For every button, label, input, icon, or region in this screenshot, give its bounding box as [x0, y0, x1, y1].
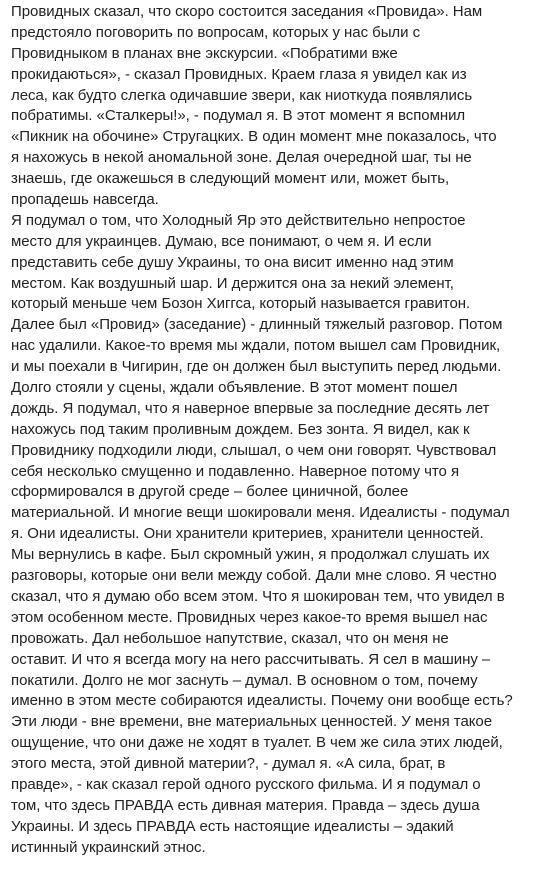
text-line: том, что здесь ПРАВДА есть дивная материя. Правда – здесь душа — [11, 796, 480, 814]
text-line: место для украинцев. Думаю, все понимают, о чем я. И если — [11, 232, 432, 250]
text-line: я. Они идеалисты. Они хранители критериев, хранители ценностей. — [11, 525, 484, 543]
text-line: Украины. И здесь ПРАВДА есть настоящие идеалисты – эдакий — [11, 817, 454, 835]
text-line: ощущение, что они даже не ходят в туалет. В чем же сила этих людей, — [11, 734, 503, 752]
text-line: этого места, этой дивной материи?, - думал я. «А сила, брат, в — [11, 755, 446, 773]
text-line: и мы поехали в Чигирин, где он должен был выступить перед людьми. — [11, 358, 502, 376]
text-line: знаешь, где окажешься в следующий момент или, может быть, — [11, 170, 450, 188]
text-line: я нахожусь в некой аномальной зоне. Делая очередной шаг, ты не — [11, 149, 472, 167]
text-line: правде», - как сказал герой одного русского фильма. И я подумал о — [11, 775, 481, 793]
text-line: оставит. И что я всегда могу на него рассчитывать. Я сел в машину – — [11, 650, 491, 668]
text-line: провожать. Дал небольшое напутствие, сказал, что он меня не — [11, 629, 449, 647]
text-line: «Пикник на обочине» Стругацких. В один момент мне показалось, что — [11, 128, 497, 146]
text-line: Провиднику подходили люди, слышал, о чем они говорят. Чувствовал — [11, 441, 497, 459]
text-line: прокидаються», - сказал Провидных. Краем глаза я увидел как из — [11, 65, 467, 83]
text-line: покатили. Долго не мог заснуть – думал. В основном о том, почему — [11, 671, 478, 689]
text-line: этом особенном месте. Провидных через какое-то время вышел нас — [11, 608, 488, 626]
text-line: материальной. И многие вещи шокировали меня. Идеалисты - подумал — [11, 504, 510, 522]
document-body — [11, 2, 531, 859]
text-line: который меньше чем Бозон Хиггса, который называется гравитон. — [11, 295, 471, 313]
text-line: Эти люди - вне времени, вне материальных ценностей. У меня такое — [11, 713, 493, 731]
text-line: именно в этом месте собираются идеалисты. Почему они вообще есть? — [11, 692, 513, 710]
text-line: Долго стояли у сцены, ждали объявление. В этот момент пошел — [11, 379, 458, 397]
text-line: предстояло поговорить по вопросам, которых у нас были с — [11, 23, 421, 41]
text-line: побратимы. «Сталкеры!», - подумал я. В этот момент я вспомнил — [11, 107, 466, 125]
text-line: разговоры, которые они вели между собой. Дали мне слово. Я честно — [11, 567, 497, 585]
text-line: Провидныком в планах вне экскурсии. «Побратими вже — [11, 44, 398, 62]
text-line: леса, как будто слегка одичавшие звери, как ниоткуда появлялись — [11, 86, 473, 104]
text-line: представить себе душу Украины, то она висит именно над этим — [11, 253, 454, 271]
text-line: истинный украинский этнос. — [11, 838, 206, 856]
text-line: нас удалили. Какое-то время мы ждали, потом вышел сам Провидник, — [11, 337, 501, 355]
text-line: сказал, что я думаю обо всем этом. Что я шокирован тем, что увидел в — [11, 587, 505, 605]
text-line: сформировался в другой среде – более циничной, более — [11, 483, 409, 501]
text-line: Далее был «Провид» (заседание) - длинный тяжелый разговор. Потом — [11, 316, 503, 334]
text-line: Я подумал о том, что Холодный Яр это действительно непростое — [11, 211, 466, 229]
text-line: местом. Как воздушный шар. И держится она за некий элемент, — [11, 274, 454, 292]
text-line: нахожусь под таким проливным дождем. Без зонта. Я видел, как к — [11, 420, 470, 438]
text-line: Мы вернулись в кафе. Был скромный ужин, я продолжал слушать их — [11, 546, 490, 564]
text-line: себя несколько смущенно и подавленно. Наверное потому что я — [11, 462, 460, 480]
text-line: дождь. Я подумал, что я наверное впервые за последние десять лет — [11, 399, 490, 417]
text-line: пропадешь навсегда. — [11, 191, 159, 209]
text-line: Провидных сказал, что скоро состоится заседания «Провида». Нам — [11, 3, 483, 20]
